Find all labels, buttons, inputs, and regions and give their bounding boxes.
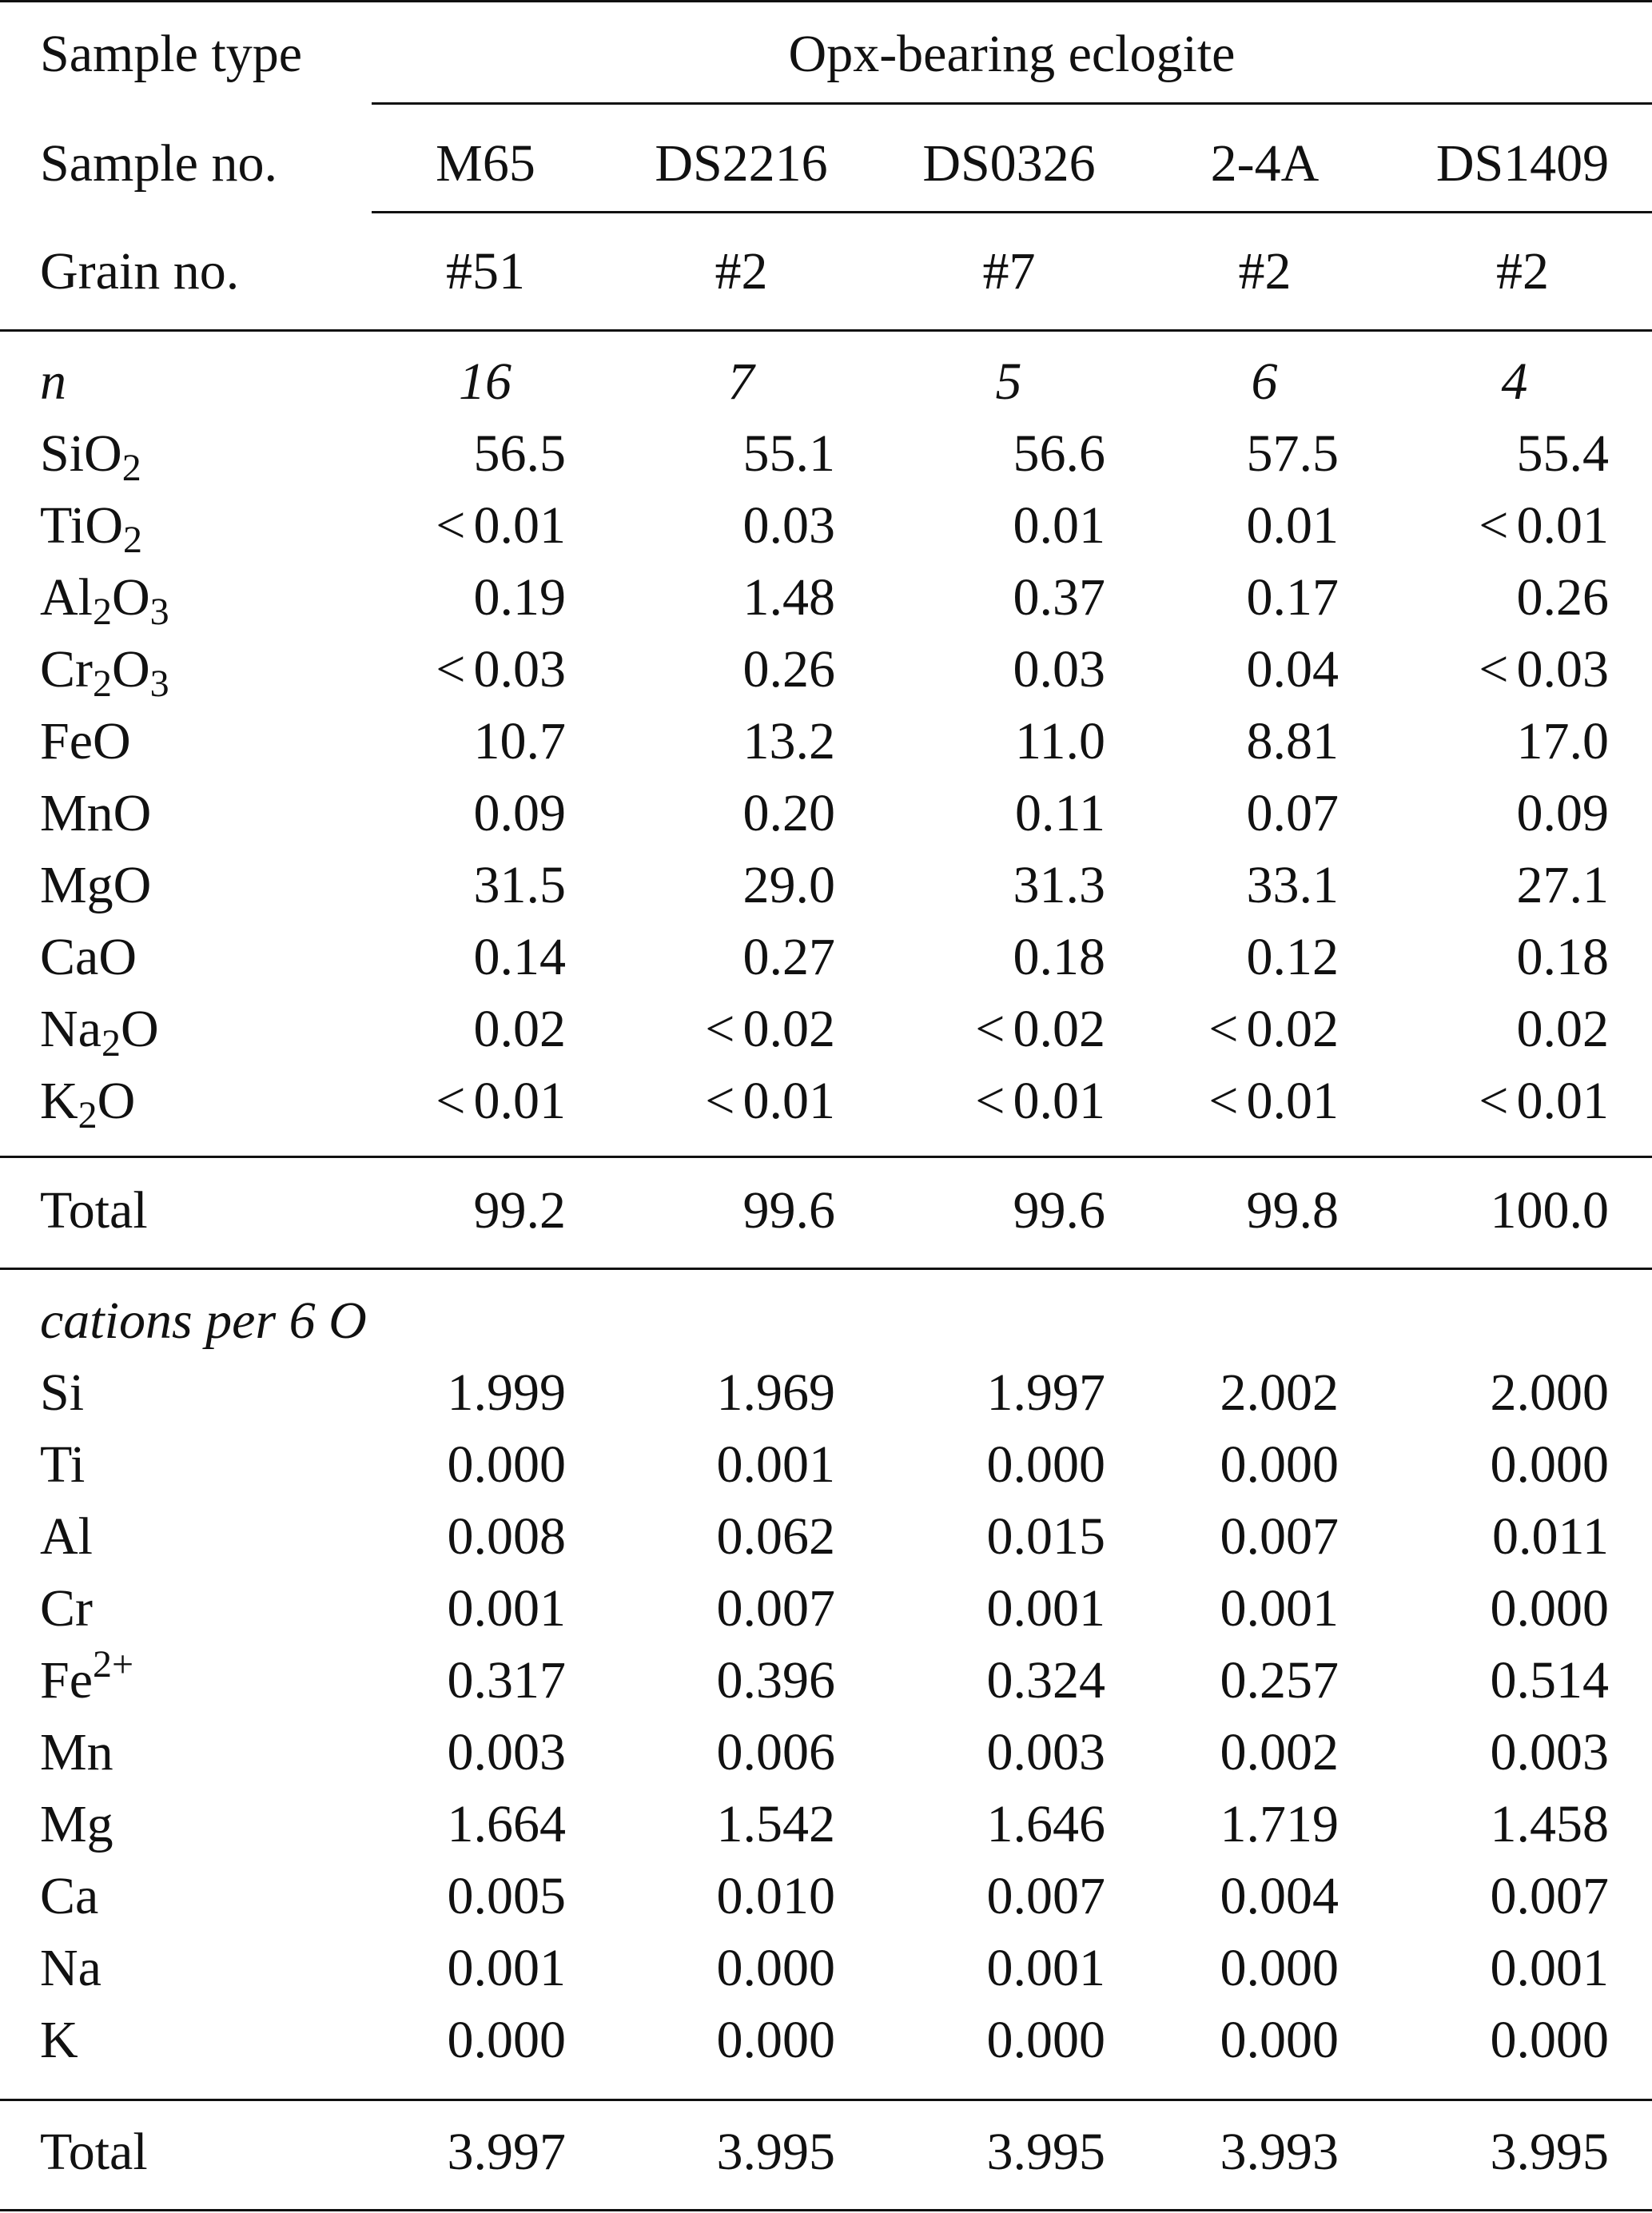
cation-symbol: Al [40,1507,93,1566]
cation-value: 0.001 [986,1579,1105,1638]
sample-no: DS0326 [922,134,1096,193]
oxide-value: 31.3 [1013,856,1105,914]
oxide-value [866,1000,1105,1058]
grain-no: #2 [715,242,768,301]
oxide-formula-part: 2 [101,1022,121,1065]
oxide-formula-part: FeO [40,712,131,770]
cation-total-value: 3.995 [716,2123,835,2181]
oxide-value: 13.2 [742,712,835,770]
oxide-value [326,640,566,699]
cation-value: 0.396 [716,1651,835,1710]
cation-label [40,1579,93,1638]
cation-symbol: Ca [40,1867,99,1925]
oxide-total-bottom-rule [0,1268,1652,1270]
cation-value: 0.317 [447,1651,566,1710]
sample-no: DS2216 [655,134,828,193]
cation-symbol: Mg [40,1795,113,1853]
cation-symbol: K [40,2011,78,2069]
oxide-formula-part: 2 [93,663,112,705]
cation-label [40,1643,134,1710]
cation-value: 0.000 [1490,2011,1609,2069]
cation-value: 0.000 [447,2011,566,2069]
oxide-value: 10.7 [473,712,566,770]
less-than-sign: < [705,1000,735,1058]
sample-no-label: Sample no. [40,134,277,193]
oxide-value: 27.1 [1516,856,1609,914]
oxide-value: 11.0 [1014,712,1105,770]
grain-no: #2 [1238,242,1292,301]
cation-value: 0.007 [986,1867,1105,1925]
less-than-sign: < [436,496,466,555]
cation-total-value: 3.995 [986,2123,1105,2181]
oxide-total-top-rule [0,1156,1652,1158]
cation-value: 0.001 [447,1939,566,1997]
cation-label [40,1939,102,1997]
oxide-value: 0.01 [1246,496,1339,555]
oxide-value [1369,496,1609,555]
cation-label [40,1507,93,1566]
cation-symbol: Ti [40,1435,86,1494]
cation-value: 0.003 [447,1723,566,1781]
oxide-value: 56.6 [1013,424,1105,483]
cation-value: 0.015 [986,1507,1105,1566]
oxide-value: 0.12 [1246,928,1339,986]
cation-value: 0.000 [1490,1435,1609,1494]
oxide-formula-part: O [120,1000,159,1058]
cation-label [40,2011,78,2069]
n-value: 6 [1251,352,1278,411]
oxide-value [866,1072,1105,1130]
cation-value: 0.005 [447,1867,566,1925]
cation-symbol: Cr [40,1579,93,1638]
oxide-formula-part: CaO [40,928,137,986]
cation-value: 0.000 [1220,1435,1339,1494]
oxide-formula-part: Na [40,1000,102,1058]
cation-value: 0.010 [716,1867,835,1925]
oxide-total-value: 99.6 [1013,1181,1105,1240]
cation-value: 0.000 [1490,1579,1609,1638]
less-than-sign: < [975,1072,1005,1130]
oxide-formula-part: Cr [40,640,93,699]
cation-label [40,1867,99,1925]
value-text: 0.01 [473,496,566,555]
cation-value: 0.000 [447,1435,566,1494]
value-text: 0.02 [742,1000,835,1058]
sample-type-label: Sample type [40,25,303,83]
oxide-formula-part: MnO [40,784,152,842]
oxide-value: 0.01 [1013,496,1105,555]
less-than-sign: < [1479,1072,1509,1130]
oxide-value: 0.04 [1246,640,1339,699]
top-rule [0,0,1652,2]
oxide-value [595,1072,835,1130]
oxide-formula-part: 3 [149,663,169,705]
header-bottom-rule [0,329,1652,332]
cation-value: 0.008 [447,1507,566,1566]
oxide-value: 0.03 [1013,640,1105,699]
cation-symbol: Si [40,1363,85,1422]
oxide-value: 0.26 [1516,568,1609,627]
oxide-value: 1.48 [742,568,835,627]
oxide-value [1099,1072,1339,1130]
cation-total-value: 3.997 [447,2123,566,2181]
cation-value: 0.257 [1220,1651,1339,1710]
oxide-value: 57.5 [1246,424,1339,483]
oxide-formula-part: O [112,568,150,627]
grain-no: #51 [446,242,525,301]
n-value: 4 [1501,352,1528,411]
oxide-value [1099,1000,1339,1058]
value-text: 0.01 [742,1072,835,1130]
oxide-value: 0.02 [1516,1000,1609,1058]
oxide-value: 0.20 [742,784,835,842]
value-text: 0.02 [1246,1000,1339,1058]
oxide-label [40,1000,159,1065]
oxide-formula-part: 3 [149,591,169,633]
cation-value: 0.001 [986,1939,1105,1997]
oxide-value [326,496,566,555]
oxide-label [40,1072,136,1136]
oxide-formula-part: O [97,1072,136,1130]
oxide-value: 0.02 [473,1000,566,1058]
cation-value: 0.000 [986,2011,1105,2069]
oxide-value: 8.81 [1246,712,1339,770]
grain-no: #2 [1496,242,1549,301]
cation-total-value: 3.993 [1220,2123,1339,2181]
cation-value: 0.001 [1220,1579,1339,1638]
cation-value: 0.000 [986,1435,1105,1494]
cation-value: 0.001 [447,1579,566,1638]
cation-label [40,1795,113,1853]
oxide-value: 0.07 [1246,784,1339,842]
oxide-formula-part: Al [40,568,93,627]
value-text: 0.03 [473,640,566,699]
cation-value: 0.004 [1220,1867,1339,1925]
sample-no: DS1409 [1435,134,1610,193]
oxide-value: 0.37 [1013,568,1105,627]
oxide-label [40,640,169,705]
oxide-formula-part: TiO [40,496,123,555]
oxide-label [40,856,152,914]
value-text: 0.01 [1246,1072,1339,1130]
cation-value: 0.011 [1491,1507,1609,1566]
oxide-formula-part: MgO [40,856,152,914]
oxide-value: 0.27 [742,928,835,986]
oxide-total-value: 99.8 [1246,1181,1339,1240]
oxide-value: 0.14 [473,928,566,986]
cation-value: 0.007 [1220,1507,1339,1566]
cation-value: 0.001 [1490,1939,1609,1997]
cation-total-value: 3.995 [1490,2123,1609,2181]
cation-value: 0.000 [1220,2011,1339,2069]
cation-value: 1.719 [1220,1795,1339,1853]
oxide-formula-part: K [40,1072,78,1130]
cation-total-top-rule [0,2099,1652,2101]
n-value: 7 [727,352,754,411]
cation-value: 0.007 [1490,1867,1609,1925]
less-than-sign: < [1479,496,1509,555]
sample-type-value: Opx-bearing eclogite [788,25,1236,83]
oxide-value [595,1000,835,1058]
oxide-formula-part: 2 [123,519,142,561]
cation-value: 1.664 [447,1795,566,1853]
oxide-value: 0.18 [1013,928,1105,986]
cation-value: 1.646 [986,1795,1105,1853]
oxide-value: 0.26 [742,640,835,699]
oxide-label [40,784,152,842]
sample-no-underline [372,211,1652,213]
value-text: 0.01 [473,1072,566,1130]
cation-value: 0.001 [716,1435,835,1494]
oxide-formula-part: O [112,640,150,699]
oxide-label [40,568,169,633]
oxide-value [1369,1072,1609,1130]
cation-value: 1.458 [1490,1795,1609,1853]
less-than-sign: < [975,1000,1005,1058]
bottom-rule [0,2209,1652,2211]
less-than-sign: < [705,1072,735,1130]
cation-label [40,1723,113,1781]
n-value: 16 [459,352,512,411]
cation-value: 0.007 [716,1579,835,1638]
oxide-label [40,424,141,489]
oxide-label [40,928,137,986]
oxide-label [40,712,131,770]
oxide-value: 0.17 [1246,568,1339,627]
cations-heading: cations per 6 O [40,1292,367,1350]
oxide-value: 56.5 [473,424,566,483]
oxide-value: 0.11 [1014,784,1105,842]
value-text: 0.01 [1516,496,1609,555]
cation-value: 1.542 [716,1795,835,1853]
sample-no: M65 [436,134,535,193]
cation-value: 1.969 [716,1363,835,1422]
value-text: 0.03 [1516,640,1609,699]
oxide-total-value: 99.2 [473,1181,566,1240]
cation-symbol: Mn [40,1723,113,1781]
oxide-total-value: 100.0 [1490,1181,1609,1240]
cation-value: 0.000 [1220,1939,1339,1997]
less-than-sign: < [436,640,466,699]
sample-no: 2-4A [1210,134,1320,193]
oxide-value: 55.1 [742,424,835,483]
n-row-label: n [40,352,66,411]
less-than-sign: < [436,1072,466,1130]
value-text: 0.01 [1013,1072,1105,1130]
sample-type-underline [372,102,1652,105]
oxide-value: 33.1 [1246,856,1339,914]
cation-symbol: Fe [40,1651,93,1710]
oxide-formula-part: 2 [93,591,112,633]
oxide-formula-part: 2 [121,447,141,489]
oxide-value: 0.09 [1516,784,1609,842]
cation-value: 1.999 [447,1363,566,1422]
grain-no: #7 [982,242,1036,301]
cation-value: 0.002 [1220,1723,1339,1781]
cation-value: 0.003 [986,1723,1105,1781]
cation-label [40,1363,85,1422]
cation-value: 0.006 [716,1723,835,1781]
cation-value: 0.514 [1490,1651,1609,1710]
grain-no-label: Grain no. [40,242,240,301]
value-text: 0.02 [1013,1000,1105,1058]
oxide-total-value: 99.6 [742,1181,835,1240]
cation-label [40,1435,86,1494]
oxide-value [1369,640,1609,699]
cation-value: 2.002 [1220,1363,1339,1422]
oxide-formula-part: SiO [40,424,122,483]
oxide-value: 0.03 [742,496,835,555]
oxide-value: 55.4 [1516,424,1609,483]
cation-value: 0.003 [1490,1723,1609,1781]
cation-value: 0.000 [716,1939,835,1997]
oxide-value: 0.18 [1516,928,1609,986]
oxide-value: 0.19 [473,568,566,627]
cation-value: 0.000 [716,2011,835,2069]
cation-symbol: Na [40,1939,102,1997]
cation-value: 1.997 [986,1363,1105,1422]
cation-total-label: Total [40,2123,148,2181]
oxide-value: 31.5 [473,856,566,914]
oxide-formula-part: 2 [78,1094,98,1136]
less-than-sign: < [1479,640,1509,699]
oxide-value [326,1072,566,1130]
cation-value: 0.062 [716,1507,835,1566]
value-text: 0.01 [1516,1072,1609,1130]
oxide-value: 17.0 [1516,712,1609,770]
cation-value: 2.000 [1490,1363,1609,1422]
cation-charge: 2+ [93,1643,134,1686]
cation-value: 0.324 [986,1651,1105,1710]
oxide-value: 29.0 [742,856,835,914]
less-than-sign: < [1208,1000,1239,1058]
oxide-value: 0.09 [473,784,566,842]
n-value: 5 [995,352,1022,411]
less-than-sign: < [1208,1072,1239,1130]
oxide-total-label: Total [40,1181,148,1240]
oxide-label [40,496,142,561]
